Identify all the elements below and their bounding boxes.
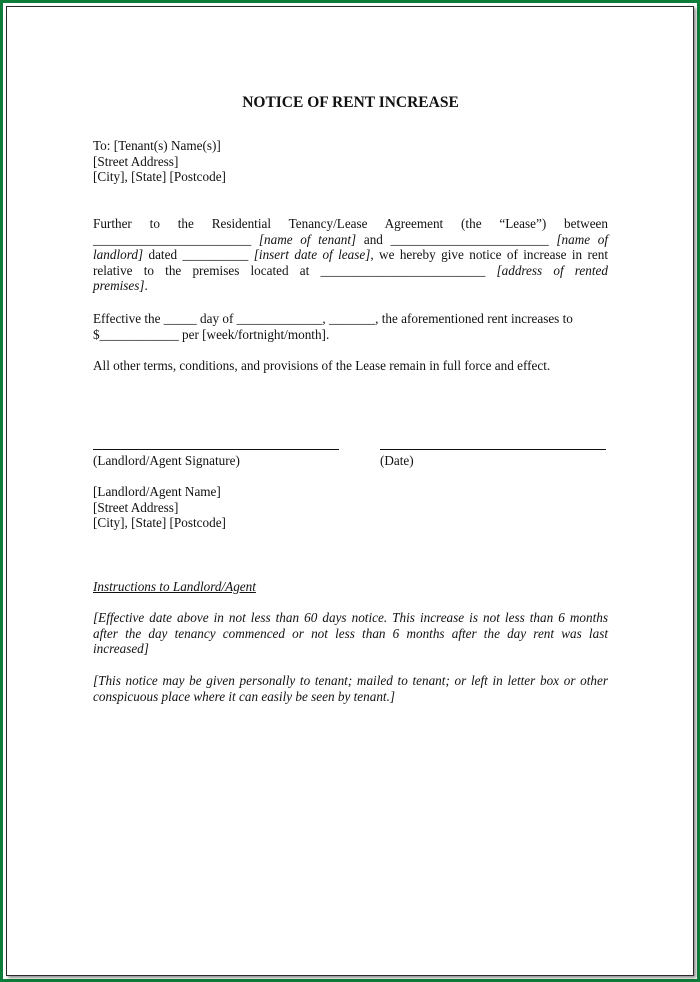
signature-label-wrap <box>93 453 339 469</box>
document-title: NOTICE OF RENT INCREASE <box>242 94 459 111</box>
instructions-p2-line-2: conspicuous place where it can easily be seen by tenant.] <box>93 688 396 704</box>
instructions-p1-line-3: increased] <box>93 641 149 656</box>
instructions-p1-line-1: [Effective date above in not less than 60 days notice. This increase is not less than 6 months <box>93 610 608 625</box>
instructions-p2-line-1: [This notice may be given personally to tenant; mailed to tenant; or left in letter box or other <box>93 673 608 688</box>
notice-line-1: Further to the Residential Tenancy/Lease Agreement (the “Lease”) between <box>93 216 608 231</box>
recipient-name: To: [Tenant(s) Name(s)] <box>93 138 221 153</box>
recipient-street: [Street Address] <box>93 153 179 169</box>
landlord-address <box>93 484 608 531</box>
landlord-city: [City], [State] [Postcode] <box>93 515 226 530</box>
terms-line: All other terms, conditions, and provisions of the Lease remain in full force and effect. <box>93 358 551 373</box>
effective-line-2: $____________ per [week/fortnight/month]. <box>93 326 330 342</box>
date-line <box>380 449 606 450</box>
effective-line-1: Effective the _____ day of _____________, _______, the aforementioned rent increases to <box>93 311 573 326</box>
notice-line-3: landlord] dated __________ [insert date of lease], we hereby give notice of increase in rent <box>93 247 608 262</box>
notice-line-4: relative to the premises located at _________________________ [address of rented <box>93 262 608 278</box>
notice-line-2: ________________________ [name of tenant] and ________________________ [name of <box>93 231 608 247</box>
terms-paragraph <box>93 358 608 374</box>
date-label-wrap <box>380 453 606 469</box>
instructions-paragraph-1 <box>93 610 608 657</box>
effective-paragraph <box>93 311 608 342</box>
landlord-name: [Landlord/Agent Name] <box>93 484 221 499</box>
notice-paragraph <box>93 216 608 294</box>
signature-label: (Landlord/Agent Signature) <box>93 453 240 468</box>
recipient-city: [City], [State] [Postcode] <box>93 169 226 184</box>
signature-line <box>93 449 339 450</box>
notice-line-5: premises]. <box>93 278 148 293</box>
instructions-heading: Instructions to Landlord/Agent <box>93 579 256 594</box>
instructions-heading-wrap <box>93 579 608 595</box>
instructions-p1-line-2: after the day tenancy commenced or not less than 6 months after the day rent was last <box>93 625 608 641</box>
landlord-street: [Street Address] <box>93 499 179 515</box>
recipient-address <box>93 138 608 185</box>
date-label: (Date) <box>380 453 414 468</box>
instructions-paragraph-2 <box>93 673 608 704</box>
